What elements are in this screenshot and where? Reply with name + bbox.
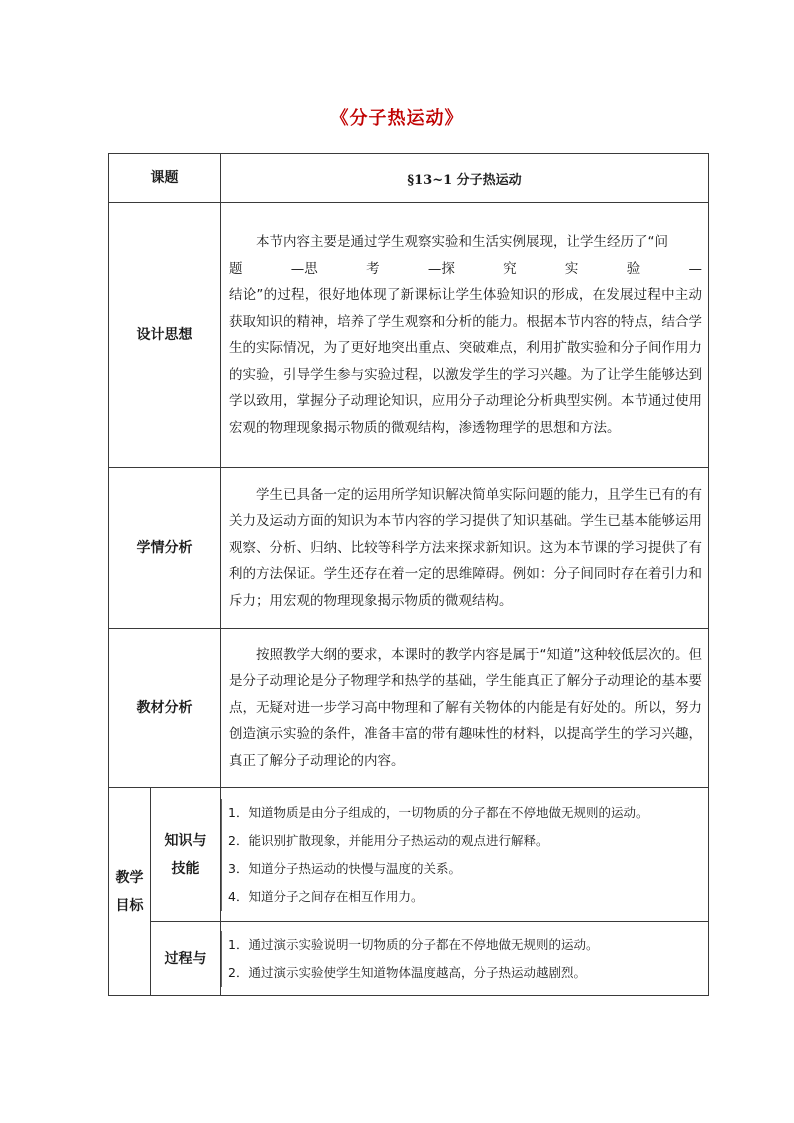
- design-spread-5: 实: [564, 260, 579, 277]
- knowledge-label: [151, 788, 221, 922]
- students-text: 学生已具备一定的运用所学知识解决简单实际问题的能力，且学生已有的有关力及运动方面的知识为本节内容的学习提供了知识基础。学生已基本能够运用观察、分析、归纳、比较等科学方法来探求新知识。这为本节课的学习提供了有利的方法保证。学生还存在着一定的思维障碍。例如：分子间同时存在着引力和斥力；用宏观的物理现象揭示物质的微观结构。: [229, 486, 702, 609]
- goals-label: [109, 788, 151, 996]
- textbook-cell: [221, 629, 709, 788]
- design-label: 设计思想: [109, 203, 221, 468]
- knowledge-item-1: 1．知道物质是由分子组成的，一切物质的分子都在不停地做无规则的运动。: [228, 804, 649, 820]
- knowledge-label-line-1: 知识与: [164, 832, 207, 849]
- process-cell: [221, 922, 709, 996]
- design-text: [221, 225, 708, 445]
- row-students: [109, 468, 709, 629]
- textbook-label: 教材分析: [109, 629, 221, 788]
- topic-value: §13~1 分子热运动: [221, 154, 709, 203]
- design-spread-7: —: [688, 260, 702, 277]
- design-spread-0: 题: [229, 260, 243, 277]
- students-cell: [221, 468, 709, 629]
- knowledge-item-4: 4．知道分子之间存在相互作用力。: [228, 888, 424, 904]
- process-item-1: 1．通过演示实验说明一切物质的分子都在不停地做无规则的运动。: [228, 936, 599, 952]
- design-spread-6: 验: [626, 260, 641, 277]
- design-cell: [221, 203, 709, 468]
- lesson-plan-table: [108, 153, 709, 996]
- knowledge-item-2: 2．能识别扩散现象，并能用分子热运动的观点进行解释。: [228, 832, 549, 848]
- knowledge-cell: [221, 788, 709, 922]
- goals-label-line-2: 目标: [115, 897, 144, 914]
- document-title: 《分子热运动》: [330, 108, 464, 129]
- knowledge-list: [221, 799, 708, 911]
- design-spread-3: —探: [427, 260, 455, 277]
- goals-label-line-1: 教学: [115, 869, 144, 886]
- textbook-text: 按照教学大纲的要求，本课时的教学内容是属于“知道”这种较低层次的。但是分子动理论是分子物理学和热学的基础，学生能真正了解分子动理论的基本要点，无疑对进一步学习高中物理和了解有关物体的内能是有好处的。所以，努力创造演示实验的条件，准备丰富的带有趣味性的材料，以提高学生的学习兴趣，真正了解分子动理论的内容。: [229, 646, 702, 769]
- students-label: 学情分析: [109, 468, 221, 629]
- design-spread-1: —思: [290, 260, 318, 277]
- row-design: [109, 203, 709, 468]
- process-label: 过程与: [151, 922, 221, 996]
- design-rest: 结论”的过程，很好地体现了新课标让学生体验知识的形成，在发展过程中主动获取知识的精神，培养了学生观察和分析的能力。根据本节内容的特点，结合学生的实际情况，为了更好地突出重点、突破难点，利用扩散实验和分子间作用力的实验，引导学生参与实验过程，以激发学生的学习兴趣。为了让学生能够达到学以致用，掌握分子动理论知识，应用分子动理论分析典型实例。本节通过使用宏观的物理现象揭示物质的微观结构，渗透物理学的思想和方法。: [229, 287, 702, 436]
- knowledge-item-3: 3．知道分子热运动的快慢与温度的关系。: [228, 860, 461, 876]
- design-spread-4: 究: [503, 260, 517, 277]
- row-textbook: [109, 629, 709, 788]
- design-line-1: 本节内容主要是通过学生观察实验和生活实例展现，让学生经历了“问: [256, 234, 668, 250]
- row-goals-process: [109, 922, 709, 996]
- row-goals-knowledge: [109, 788, 709, 922]
- knowledge-label-line-2: 技能: [171, 860, 200, 877]
- design-spread-2: 考: [366, 260, 380, 277]
- process-list: [221, 931, 708, 987]
- process-item-2: 2．通过演示实验使学生知道物体温度越高，分子热运动越剧烈。: [228, 964, 586, 980]
- topic-label: 课题: [109, 154, 221, 203]
- design-line-2: [229, 256, 702, 283]
- row-topic: [109, 154, 709, 203]
